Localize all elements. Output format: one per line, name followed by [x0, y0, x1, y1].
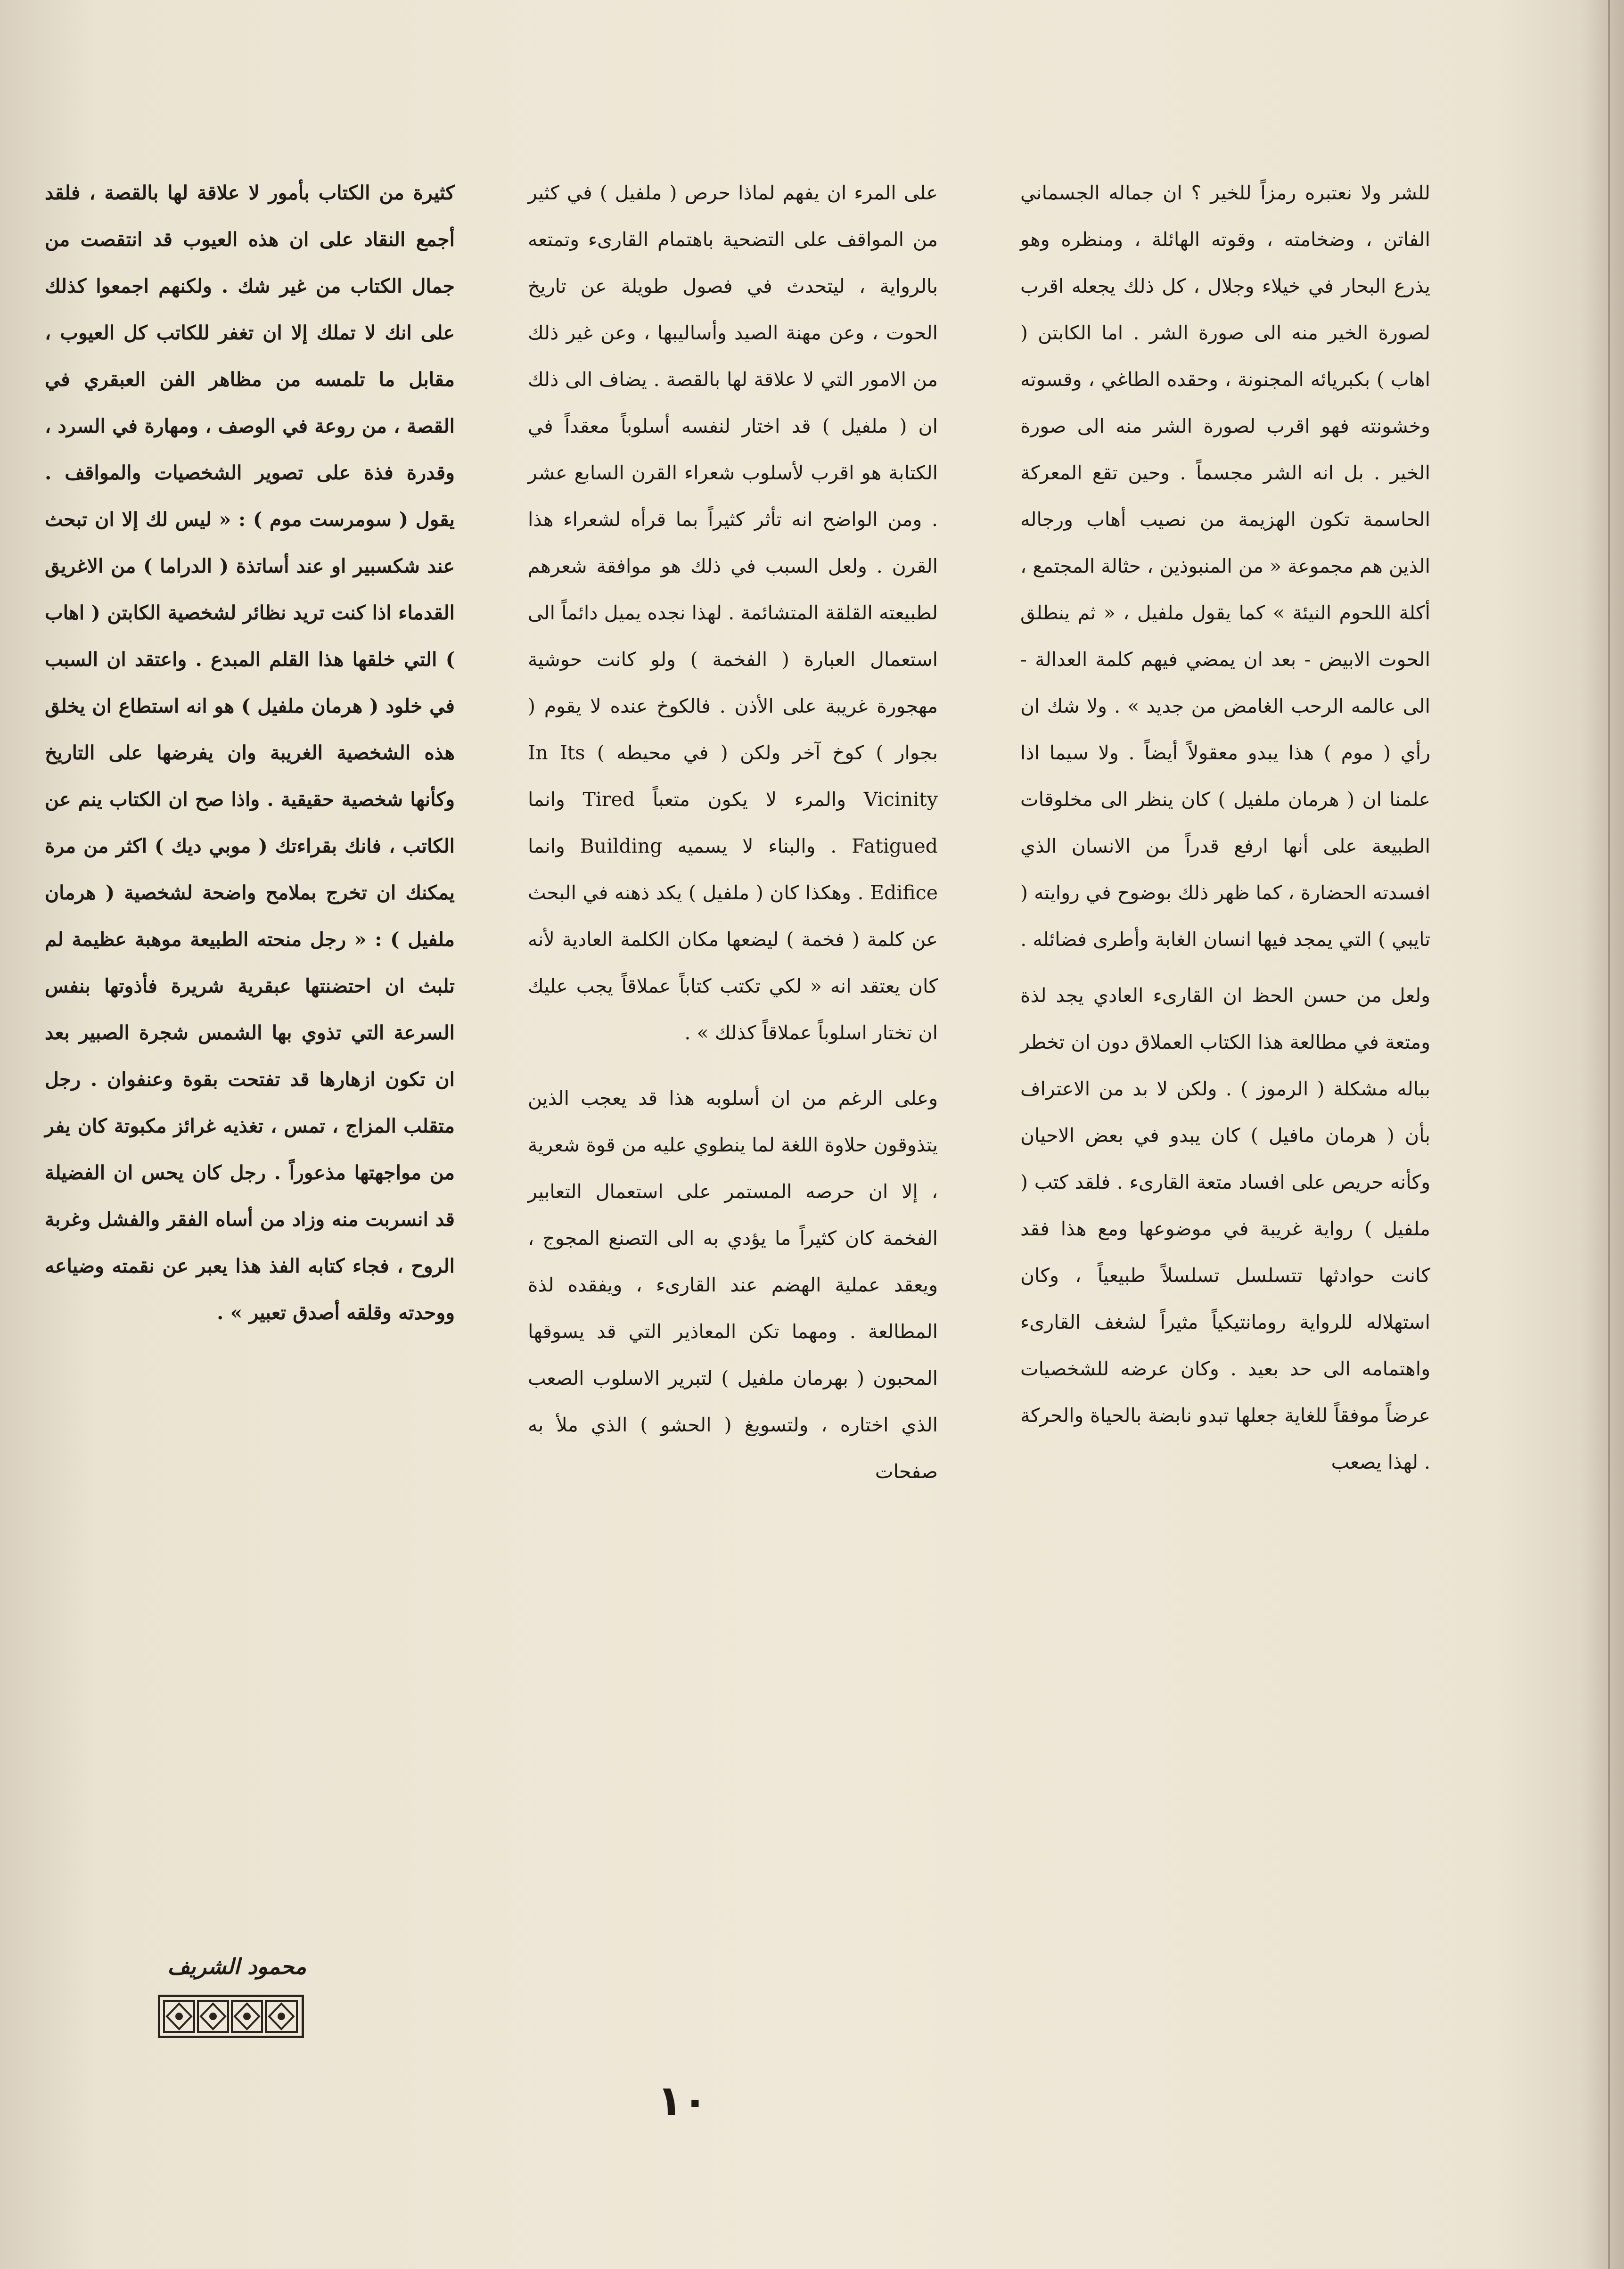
article-column-right: [1020, 170, 1430, 2060]
page-edge-shadow: [1582, 0, 1624, 2269]
paragraph: للشر ولا نعتبره رمزاً للخير ؟ ان جماله الجسماني الفاتن ، وضخامته ، وقوته الهائلة ، ومنظره وهو يذرع البحار في خيلاء وجلال ، كل ذلك يجعله اقرب لصورة الخير منه الى صورة الشر . اما الكابتن ( اهاب ) بكبريائه المجنونة ، وحقده الطاغي ، وقسوته وخشونته فهو اقرب لصورة الشر منه الى صورة الخير . بل انه الشر مجسماً . وحين تقع المعركة الحاسمة تكون الهزيمة من نصيب أهاب ورجاله الذين هم مجموعة « من المنبوذين ، حثالة المجتمع ، أكلة اللحوم النيئة » كما يقول ملفيل ، « ثم ينطلق الحوت الابيض - بعد ان يمضي فيهم كلمة العدالة - الى عالمه الرحب الغامض من جديد » . ولا شك ان رأي ( موم ) هذا يبدو معقولاً أيضاً . ولا سيما اذا علمنا ان ( هرمان ملفيل ) كان ينظر الى مخلوقات الطبيعة على أنها ارفع قدراً من الانسان الذي افسدته الحضارة ، كما ظهر ذلك بوضوح في روايته ( تايبي ) التي يمجد فيها انسان الغابة وأطرى فضائله .: [1020, 181, 1430, 951]
paragraph: ولعل من حسن الحظ ان القارىء العادي يجد لذة ومتعة في مطالعة هذا الكتاب العملاق دون ان تخطر بباله مشكلة ( الرموز ) . ولكن لا بد من الاعتراف بأن ( هرمان مافيل ) كان يبدو في بعض الاحيان وكأنه حريص على افساد متعة القارىء . فلقد كتب ( ملفيل ) رواية غريبة في موضوعها ومع هذا فقد كانت حوادثها تتسلسل تسلسلاً طبيعياً ، وكان استهلاله للرواية رومانتيكياً مثيراً لشغف القارىء واهتمامه الى حد بعيد . وكان عرضه للشخصيات عرضاً موفقاً للغاية جعلها تبدو نابضة بالحياة والحركة . لهذا يصعب: [1020, 984, 1430, 1473]
page-fold-line: [1608, 0, 1610, 2269]
page-number: ١٠: [657, 2076, 708, 2125]
paragraph: على المرء ان يفهم لماذا حرص ( ملفيل ) في كثير من المواقف على التضحية باهتمام القارىء وتمتعه بالرواية ، ليتحدث في فصول طويلة عن تاريخ الحوت ، وعن مهنة الصيد وأساليبها ، وعن غير ذلك من الامور التي لا علاقة لها بالقصة . يضاف الى ذلك ان ( ملفيل ) قد اختار لنفسه أسلوباً معقداً في الكتابة هو اقرب لأسلوب شعراء القرن السابع عشر . ومن الواضح انه تأثر كثيراً بما قرأه لشعراء هذا القرن . ولعل السبب في ذلك هو موافقة شعرهم لطبيعته القلقة المتشائمة . لهذا نجده يميل دائماً الى استعمال العبارة ( الفخمة ) ولو كانت حوشية مهجورة غريبة على الأذن . فالكوخ عنده لا يقوم ( بجوار ) كوخ آخر ولكن ( في محيطه ) In Its Vicinity والمرء لا يكون متعباً Tired وانما Fatigued . والبناء لا يسميه Building وانما Edifice . وهكذا كان ( ملفيل ) يكد ذهنه في البحث عن كلمة ( فخمة ) ليضعها مكان الكلمة العادية لأنه كان يعتقد انه « لكي تكتب كتاباً عملاقاً يجب عليك ان تختار اسلوباً عملاقاً كذلك » .: [528, 181, 938, 1044]
article-column-middle: [528, 170, 938, 2060]
paragraph: وعلى الرغم من ان أسلوبه هذا قد يعجب الذين يتذوقون حلاوة اللغة لما ينطوي عليه من قوة شعرية ، إلا ان حرصه المستمر على استعمال التعابير الفخمة كان كثيراً ما يؤدي به الى التصنع المجوج ، ويعقد عملية الهضم عند القارىء ، ويفقده لذة المطالعة . ومهما تكن المعاذير التي قد يسوقها المحبون ( بهرمان ملفيل ) لتبرير الاسلوب الصعب الذي اختاره ، ولتسويغ ( الحشو ) الذي ملأ به صفحات: [528, 1087, 938, 1483]
paragraph: كثيرة من الكتاب بأمور لا علاقة لها بالقصة ، فلقد أجمع النقاد على ان هذه العيوب قد انتقصت من جمال الكتاب من غير شك . ولكنهم اجمعوا كذلك على انك لا تملك إلا ان تغفر للكاتب كل العيوب ، مقابل ما تلمسه من مظاهر الفن العبقري في القصة ، من روعة في الوصف ، ومهارة في السرد ، وقدرة فذة على تصوير الشخصيات والمواقف . يقول ( سومرست موم ) : « ليس لك إلا ان تبحث عند شكسبير او عند أساتذة ( الدراما ) من الاغريق القدماء اذا كنت تريد نظائر لشخصية الكابتن ( اهاب ) التي خلقها هذا القلم المبدع . واعتقد ان السبب في خلود ( هرمان ملفيل ) هو انه استطاع ان يخلق هذه الشخصية الغريبة وان يفرضها على التاريخ وكأنها شخصية حقيقية . واذا صح ان الكتاب ينم عن الكاتب ، فانك بقراءتك ( موبي ديك ) اكثر من مرة يمكنك ان تخرج بملامح واضحة لشخصية ( هرمان ملفيل ) : « رجل منحته الطبيعة موهبة عظيمة لم تلبث ان احتضنتها عبقرية شريرة فأذوتها بنفس السرعة التي تذوي بها الشمس شجرة الصبير بعد ان تكون ازهارها قد تفتحت بقوة وعنفوان . رجل متقلب المزاج ، تمس ، تغذيه غرائز مكبوتة كان يفر من مواجهتها مذعوراً . رجل كان يحس ان الفضيلة قد انسربت منه وزاد من أساه الفقر والفشل وغربة الروح ، فجاء كتابه الفذ هذا يعبر عن نقمته وضياعه ووحدته وقلقه أصدق تعبير » .: [45, 181, 455, 1324]
author-signature: محمود الشريف: [167, 1954, 306, 1979]
decorative-ornament-icon: [158, 1995, 304, 2038]
article-column-left: [45, 170, 455, 2060]
